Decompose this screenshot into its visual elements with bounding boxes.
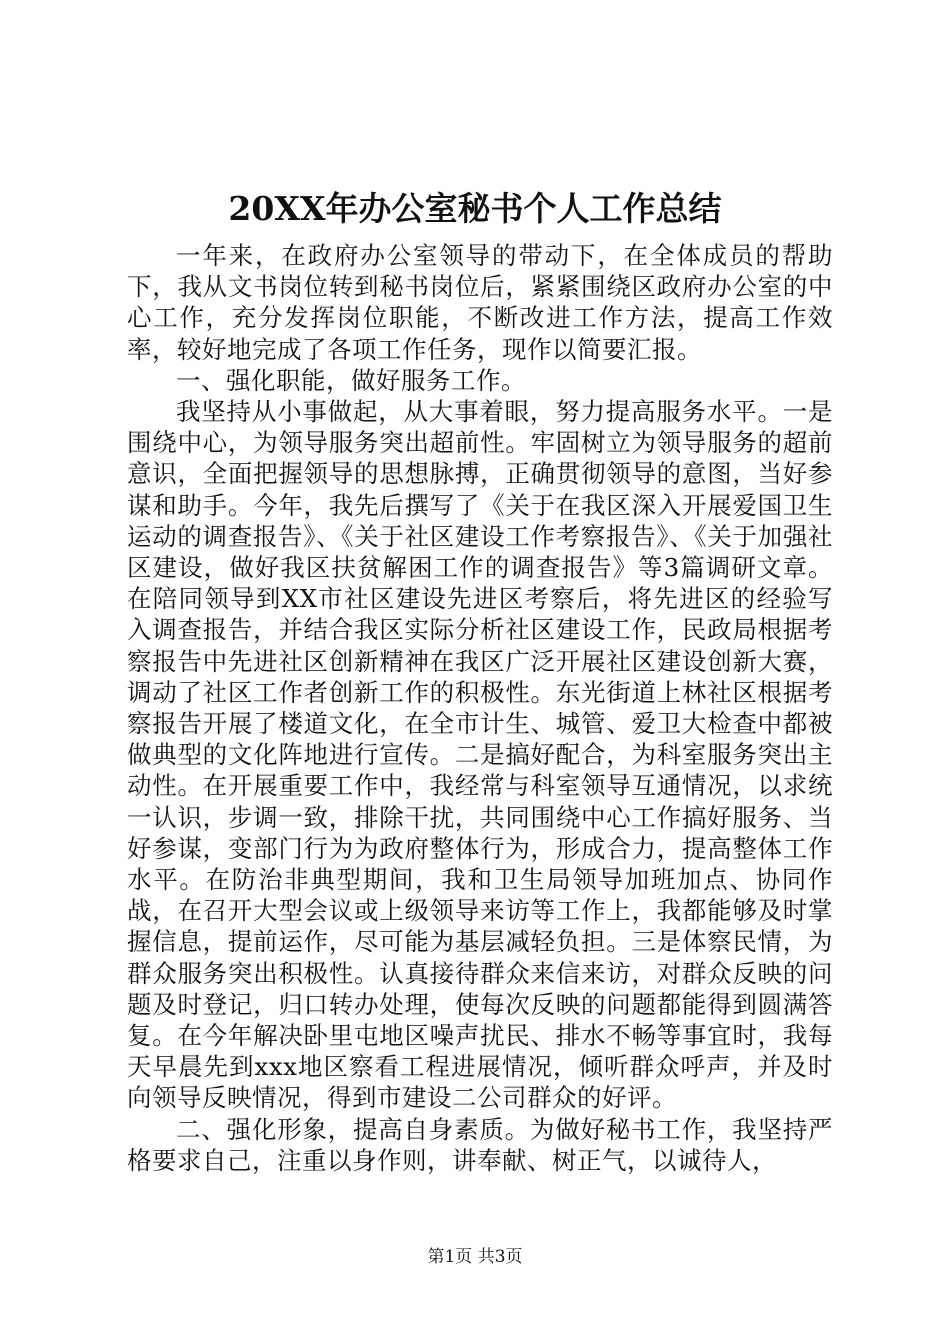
intro-paragraph: 一年来，在政府办公室领导的带动下，在全体成员的帮助下，我从文书岗位转到秘书岗位后，紧紧围绕区政府办公室的中心工作，充分发挥岗位职能，不断改进工作方法，提高工作效率，较好地完成了各项工作任务，现作以简要汇报。 [127,241,833,364]
section-heading-1: 一、强化职能，做好服务工作。 [176,365,526,395]
document-title: 20XX年办公室秘书个人工作总结 [228,189,722,228]
section-heading-2-paragraph: 二、强化形象，提高自身素质。为做好秘书工作，我坚持严格要求自己，注重以身作则，讲奉献、树正气，以诚待人， [127,1114,833,1175]
document-body [127,240,833,1176]
body-paragraph: 我坚持从小事做起，从大事着眼，努力提高服务水平。一是围绕中心，为领导服务突出超前性。牢固树立为领导服务的超前意识，全面把握领导的思想脉搏，正确贯彻领导的意图，当好参谋和助手。今年，我先后撰写了《关于在我区深入开展爱国卫生运动的调查报告》、《关于社区建设工作考察报告》、《关于加强社区建设，做好我区扶贫解困工作的调查报告》等3篇调研文章。在陪同领导到XX市社区建设先进区考察后，将先进区的经验写入调查报告，并结合我区实际分析社区建设工作，民政局根据考察报告中先进社区创新精神在我区广泛开展社区建设创新大赛，调动了社区工作者创新工作的积极性。东光街道上林社区根据考察报告开展了楼道文化，在全市计生、城管、爱卫大检查中都被做典型的文化阵地进行宣传。二是搞好配合，为科室服务突出主动性。在开展重要工作中，我经常与科室领导互通情况，以求统一认识，步调一致，排除干扰，共同围绕中心工作搞好服务、当好参谋，变部门行为为政府整体行为，形成合力，提高整体工作水平。在防治非典型期间，我和卫生局领导加班加点、协同作战，在召开大型会议或上级领导来访等工作上，我都能够及时掌握信息，提前运作，尽可能为基层减轻负担。三是体察民情，为群众服务突出积极性。认真接待群众来信来访，对群众反映的问题及时登记，归口转办处理，使每次反映的问题都能得到圆满答复。在今年解决卧里屯地区噪声扰民、排水不畅等事宜时，我每天早晨先到xxx地区察看工程进展情况，倾听群众呼声，并及时向领导反映情况，得到市建设二公司群众的好评。 [127,397,833,1113]
page-footer: 第1页 共3页 [427,1247,523,1267]
